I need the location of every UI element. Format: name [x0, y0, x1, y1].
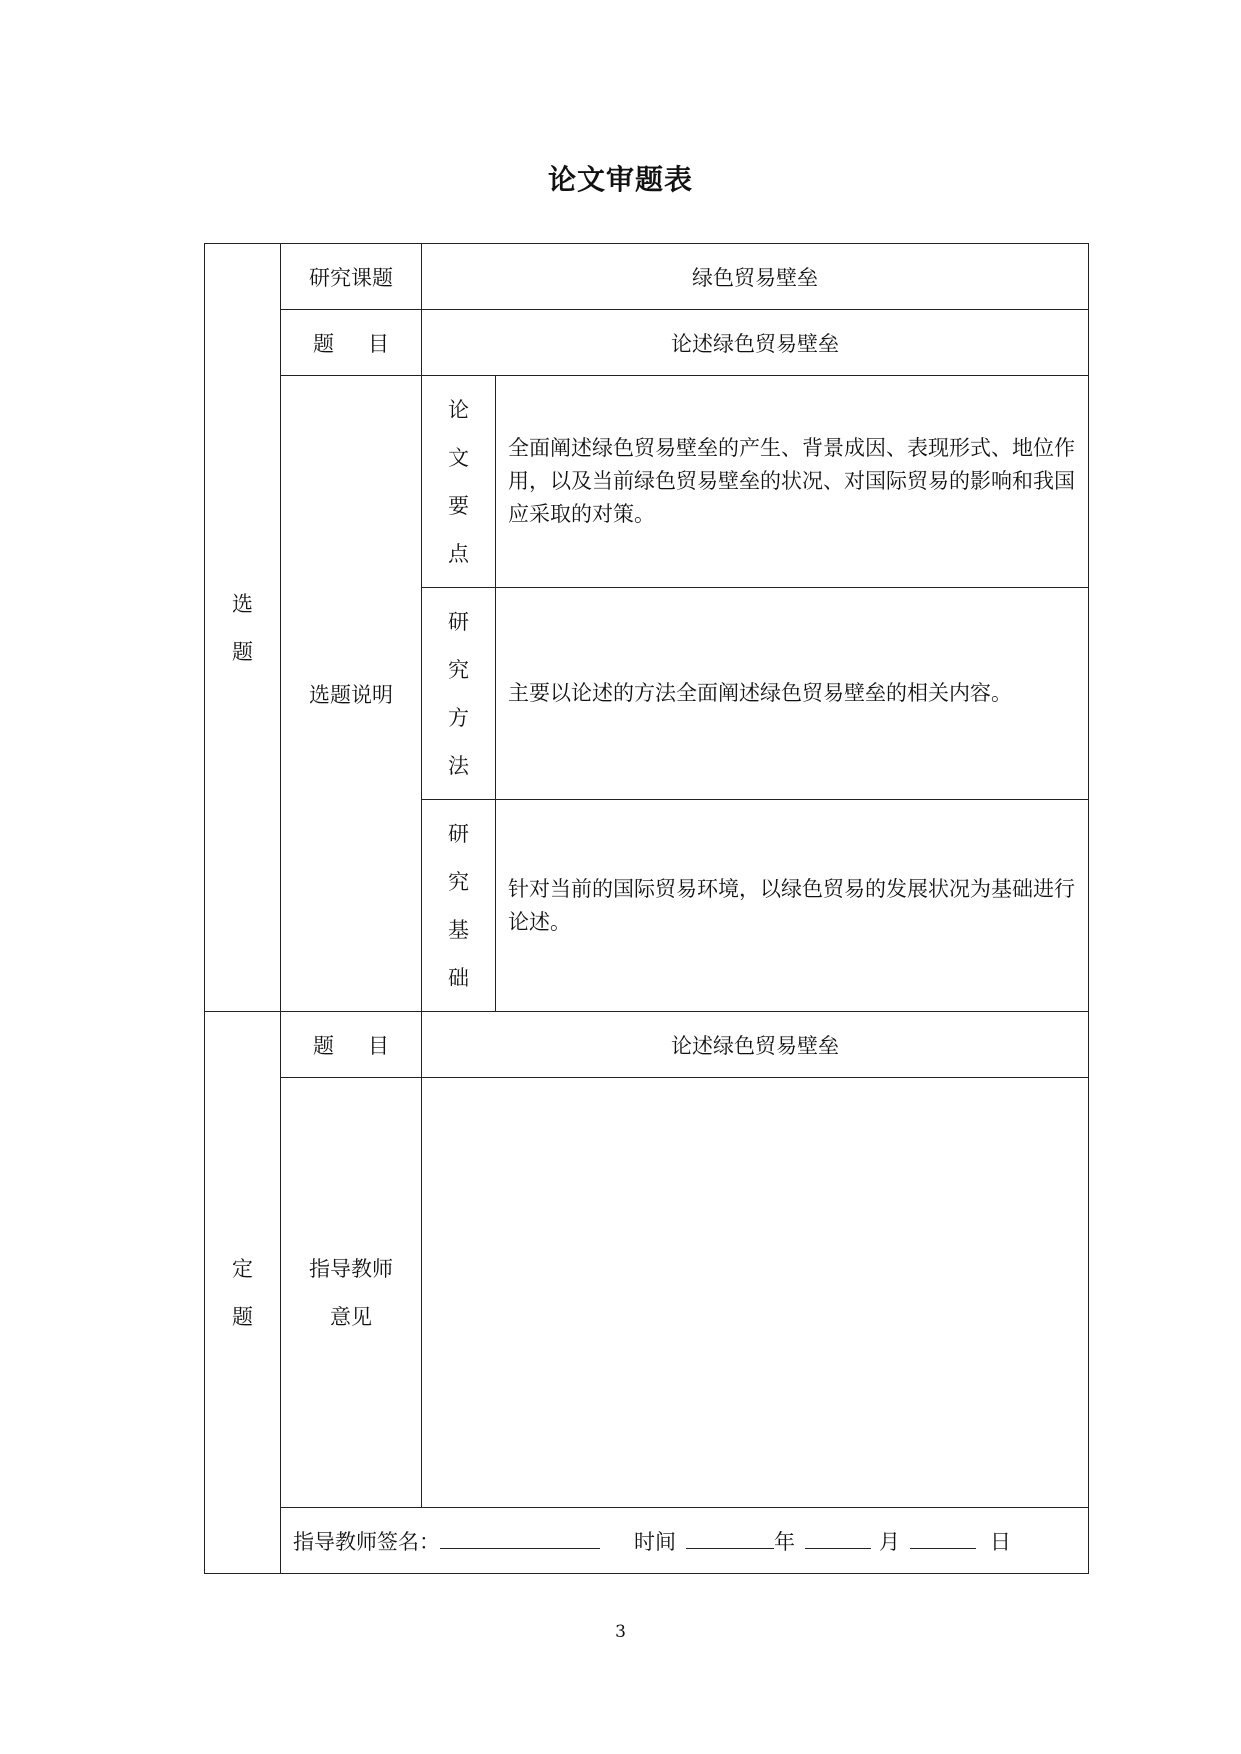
topic-label: 题 目 — [281, 310, 422, 376]
research-topic-label: 研究课题 — [281, 244, 422, 310]
topic-value[interactable]: 论述绿色贸易壁垒 — [422, 310, 1089, 376]
final-topic-row — [205, 1012, 1089, 1078]
research-method-text[interactable]: 主要以论述的方法全面阐述绿色贸易壁垒的相关内容。 — [496, 588, 1089, 800]
signature-row — [205, 1508, 1089, 1574]
research-basis-label: 研 究 基 础 — [422, 800, 496, 1012]
key-points-text[interactable]: 全面阐述绿色贸易壁垒的产生、背景成因、表现形式、地位作用，以及当前绿色贸易壁垒的状况、对国际贸易的影响和我国应采取的对策。 — [496, 376, 1089, 588]
day-blank[interactable] — [910, 1528, 976, 1549]
month-blank[interactable] — [805, 1528, 871, 1549]
month-label: 月 — [879, 1529, 900, 1554]
signature-line — [281, 1508, 1089, 1574]
topic-row — [205, 310, 1089, 376]
signature-blank[interactable] — [440, 1528, 600, 1549]
research-topic-row — [205, 244, 1089, 310]
research-basis-text[interactable]: 针对当前的国际贸易环境，以绿色贸易的发展状况为基础进行论述。 — [496, 800, 1089, 1012]
advisor-opinion-label: 指导教师 意见 — [281, 1078, 422, 1508]
advisor-opinion-field[interactable] — [422, 1078, 1089, 1508]
key-points-label: 论 文 要 点 — [422, 376, 496, 588]
page-number: 3 — [615, 1622, 626, 1642]
final-topic-label: 题 目 — [281, 1012, 422, 1078]
explanation-label: 选题说明 — [281, 376, 422, 1012]
final-topic-value[interactable]: 论述绿色贸易壁垒 — [422, 1012, 1089, 1078]
section-final-label: 定 题 — [205, 1012, 281, 1574]
page-title: 论文审题表 — [547, 163, 693, 196]
signature-label: 指导教师签名： — [293, 1529, 440, 1554]
year-label: 年 — [774, 1529, 795, 1554]
review-form-table — [204, 243, 1089, 1574]
research-method-label: 研 究 方 法 — [422, 588, 496, 800]
year-blank[interactable] — [686, 1528, 774, 1549]
day-label: 日 — [990, 1529, 1011, 1554]
section-select-label: 选 题 — [205, 244, 281, 1012]
time-label: 时间 — [634, 1529, 676, 1554]
research-topic-value[interactable]: 绿色贸易壁垒 — [422, 244, 1089, 310]
explanation-row-1 — [205, 376, 1089, 588]
advisor-opinion-row — [205, 1078, 1089, 1508]
